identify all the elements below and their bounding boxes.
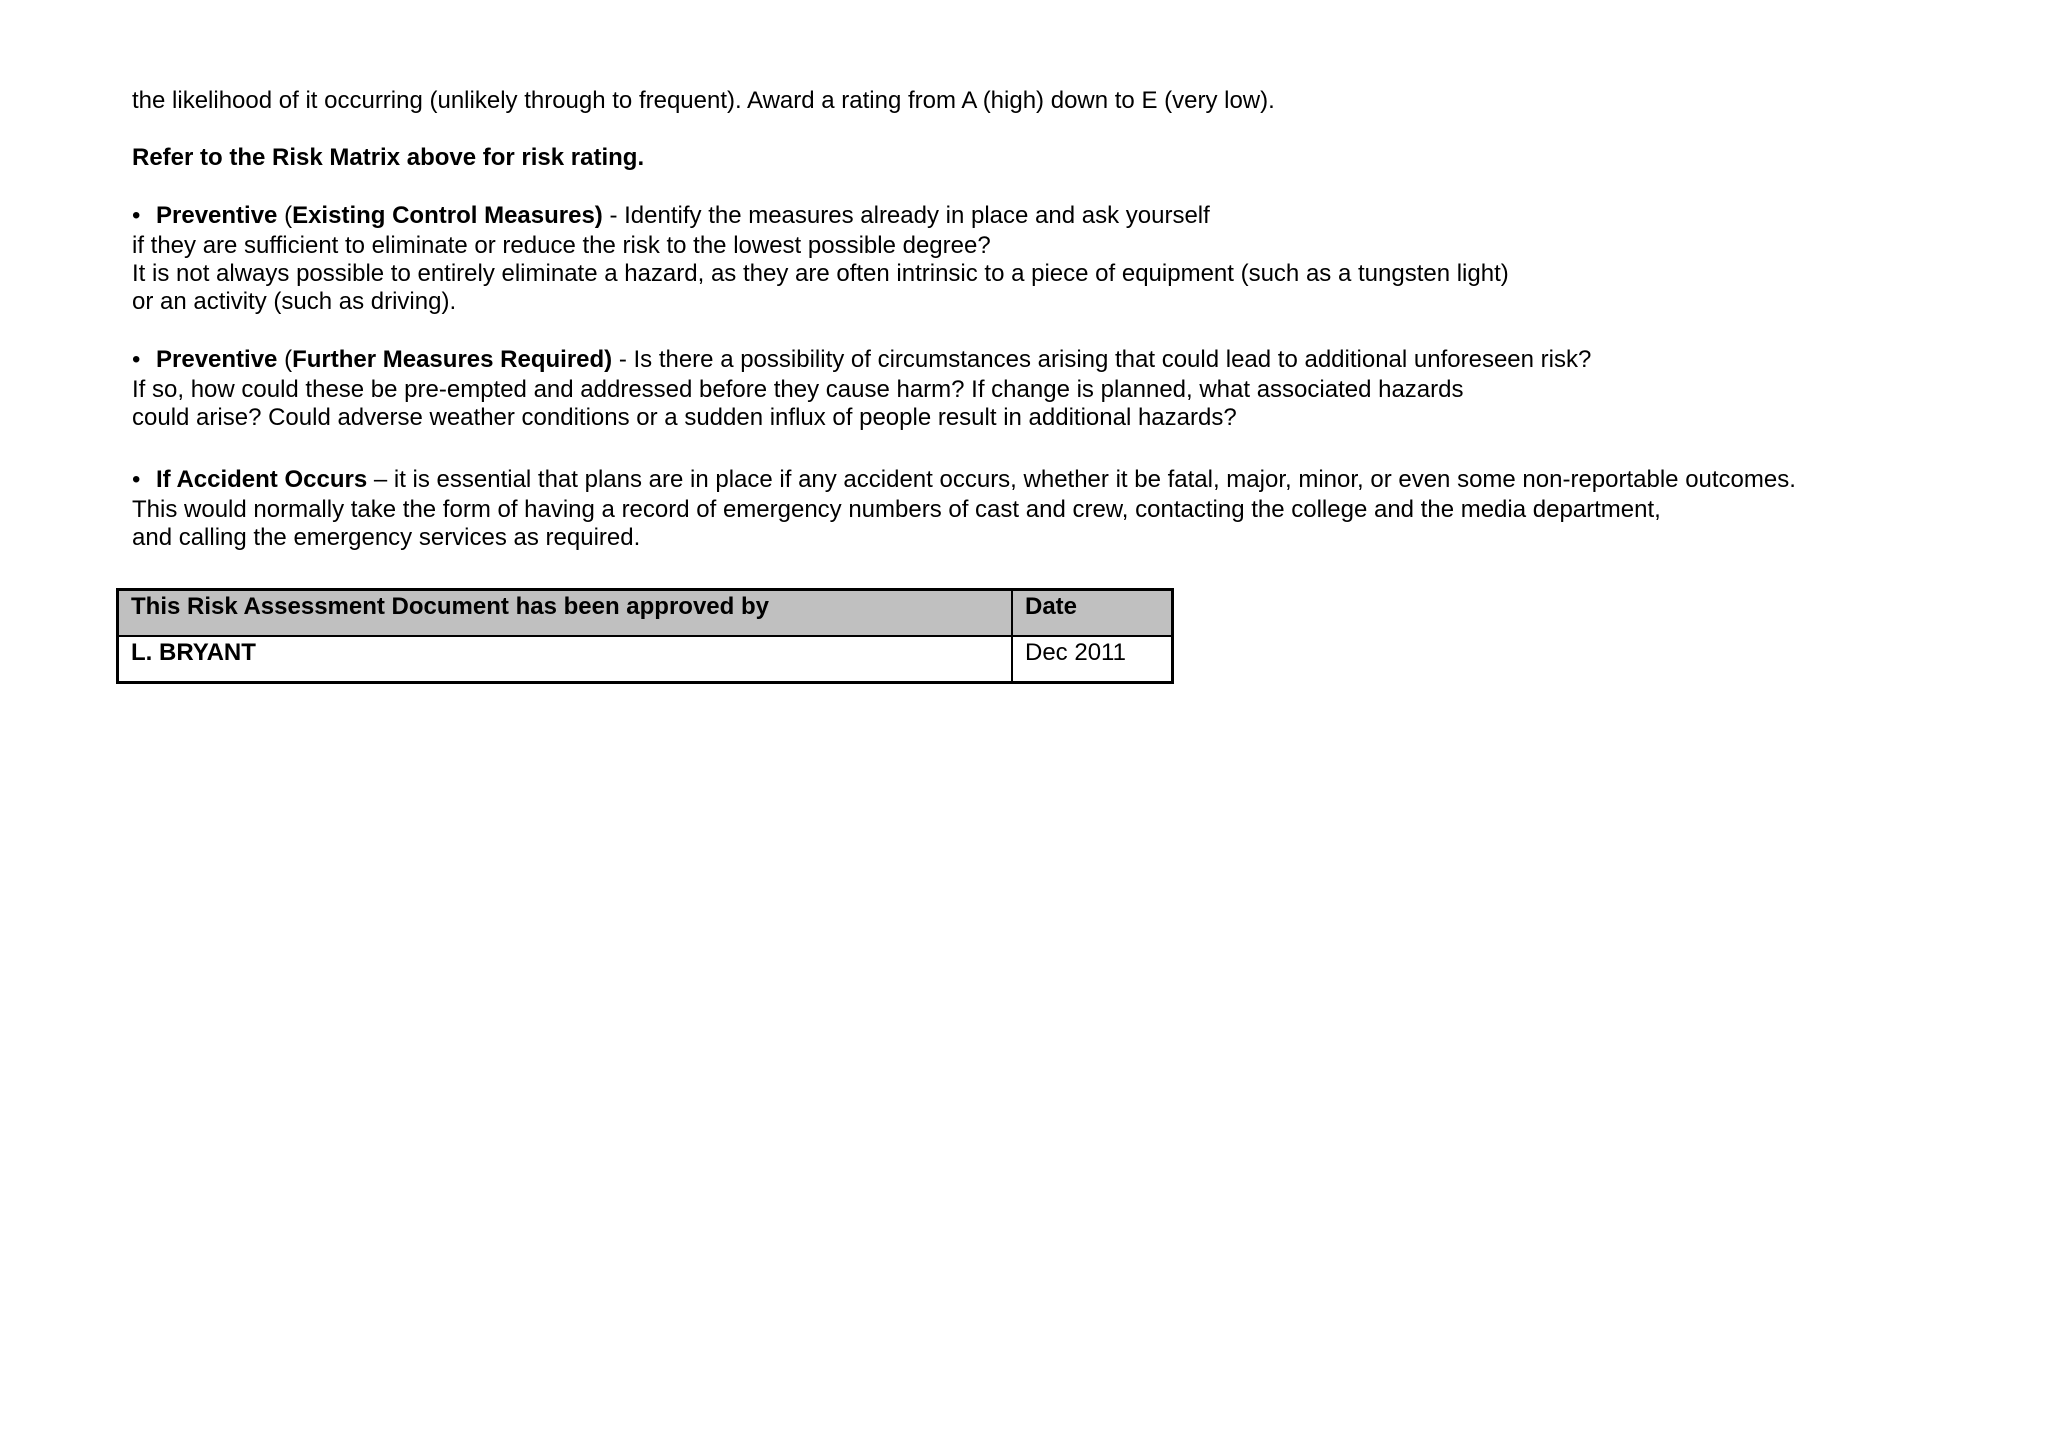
bullet-rest: – it is essential that plans are in place if any accident occurs, whether it be fatal, major, minor, or even some non-reportable outcomes.	[367, 466, 1796, 493]
approval-date: Dec 2011	[1012, 636, 1173, 683]
bullet-text-line: or an activity (such as driving).	[132, 288, 457, 315]
bullet-term: Preventive	[156, 346, 278, 373]
bullet-further-measures-required	[132, 346, 1591, 374]
bullet-text-line: if they are sufficient to eliminate or reduce the risk to the lowest possible degree?	[132, 232, 991, 259]
bullet-term: If Accident Occurs	[156, 466, 368, 493]
bullet-text-line: This would normally take the form of having a record of emergency numbers of cast and crew, contacting the college and the media department,	[132, 496, 1661, 523]
bullet-subterm: Further Measures Required)	[292, 346, 613, 373]
bullet-if-accident-occurs	[132, 466, 1796, 494]
approval-table	[116, 588, 1174, 684]
bullet-text-line: It is not always possible to entirely eliminate a hazard, as they are often intrinsic to a piece of equipment (such as a tungsten light)	[132, 260, 1509, 287]
bullet-subterm: Existing Control Measures)	[292, 202, 603, 229]
bullet-term: Preventive	[156, 202, 278, 229]
bullet-icon: •	[132, 346, 141, 373]
refer-risk-matrix-note: Refer to the Risk Matrix above for risk rating.	[132, 144, 645, 171]
bullet-text-line: If so, how could these be pre-empted and addressed before they cause harm? If change is planned, what associated hazards	[132, 376, 1464, 403]
bullet-icon: •	[132, 466, 141, 493]
bullet-text-line: could arise? Could adverse weather conditions or a sudden influx of people result in additional hazards?	[132, 404, 1237, 431]
bullet-icon: •	[132, 202, 141, 229]
intro-text: the likelihood of it occurring (unlikely through to frequent). Award a rating from A (high) down to E (very low).	[132, 87, 1275, 114]
bullet-rest: - Identify the measures already in place and ask yourself	[602, 202, 1210, 229]
bullet-paren: (	[277, 346, 293, 373]
bullet-existing-control-measures	[132, 202, 1210, 230]
approval-table-header-row	[118, 590, 1173, 637]
table-row	[118, 636, 1173, 683]
approved-by-header: This Risk Assessment Document has been approved by	[118, 590, 1013, 637]
bullet-text-line: and calling the emergency services as required.	[132, 524, 641, 551]
bullet-paren: (	[277, 202, 293, 229]
approver-name: L. BRYANT	[118, 636, 1013, 683]
date-header: Date	[1012, 590, 1173, 637]
bullet-rest: - Is there a possibility of circumstances arising that could lead to additional unforeseen risk?	[612, 346, 1592, 373]
